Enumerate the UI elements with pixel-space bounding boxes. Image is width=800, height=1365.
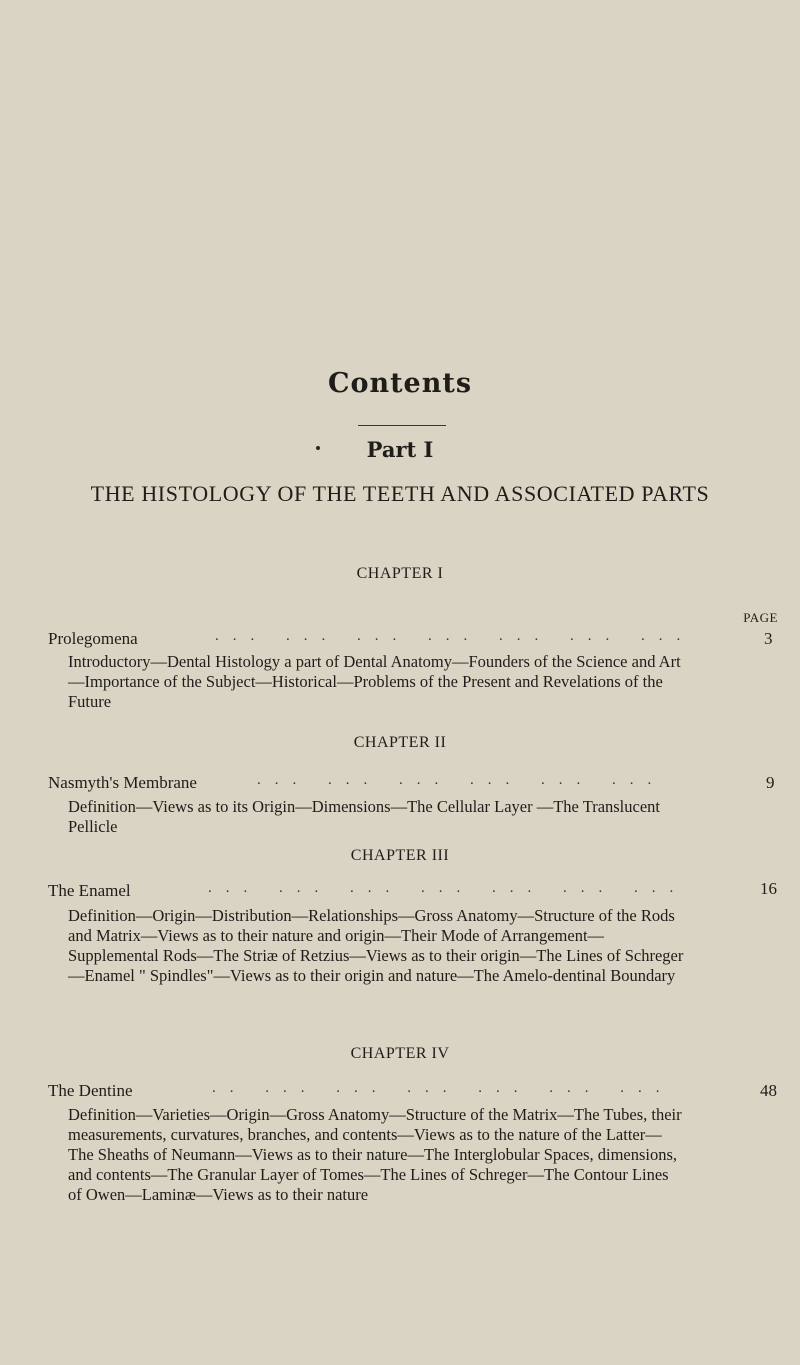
page-number: 48	[760, 1081, 777, 1100]
page-title: Contents	[327, 368, 473, 399]
dot-leaders: .. ... ... ... ... ... ...	[212, 1080, 674, 1096]
page-number: 16	[760, 879, 777, 898]
chapter-heading: CHAPTER II	[353, 734, 447, 751]
section-heading: THE HISTOLOGY OF THE TEETH AND ASSOCIATED PARTS	[90, 481, 710, 506]
dot-leaders: ... ... ... ... ... ... ...	[215, 628, 695, 644]
page-number: 9	[766, 773, 775, 792]
part-heading: Part I	[366, 437, 434, 462]
chapter-heading: CHAPTER I	[356, 565, 444, 582]
dot-leaders: ... ... ... ... ... ... ...	[208, 880, 688, 896]
page-number: 3	[764, 629, 773, 648]
chapter-title: The Enamel	[48, 881, 131, 900]
chapter-description: Definition—Origin—Distribution—Relationships—Gross Anatomy—Structure of the Rods and Matrix—Views as to their nature and origin—Their Mode of Arrangement—Supplemental Rods—The Striæ of Retzius—Views as to their origin—The Lines of Schreger —Enamel " Spindles"—Views as to their origin and nature—The Amelo-dentinal Boundary	[68, 906, 684, 985]
title-divider	[358, 425, 446, 426]
dot-leaders: ... ... ... ... ... ...	[257, 772, 666, 788]
chapter-heading: CHAPTER IV	[350, 1045, 450, 1062]
chapter-description: Definition—Views as to its Origin—Dimensions—The Cellular Layer —The Translucent Pellicle	[68, 797, 661, 836]
chapter-description: Introductory—Dental Histology a part of Dental Anatomy—Founders of the Science and Art—Importance of the Subject—Historical—Problems of the Present and Revelations of the Future	[68, 652, 681, 711]
chapter-description: Definition—Varieties—Origin—Gross Anatomy—Structure of the Matrix—The Tubes, their measurements, curvatures, branches, and contents—Views as to the nature of the Latter—The Sheaths of Neumann—Views as to their nature—The Interglobular Spaces, dimensions, and contents—The Granular Layer of Tomes—The Lines of Schreger—The Contour Lines of Owen—Laminæ—Views as to their nature	[68, 1105, 682, 1204]
chapter-title: The Dentine	[48, 1081, 133, 1100]
chapter-title: Nasmyth's Membrane	[48, 773, 197, 792]
chapter-title: Prolegomena	[48, 629, 138, 648]
page-column-label: PAGE	[743, 610, 778, 625]
chapter-heading: CHAPTER III	[350, 847, 450, 864]
